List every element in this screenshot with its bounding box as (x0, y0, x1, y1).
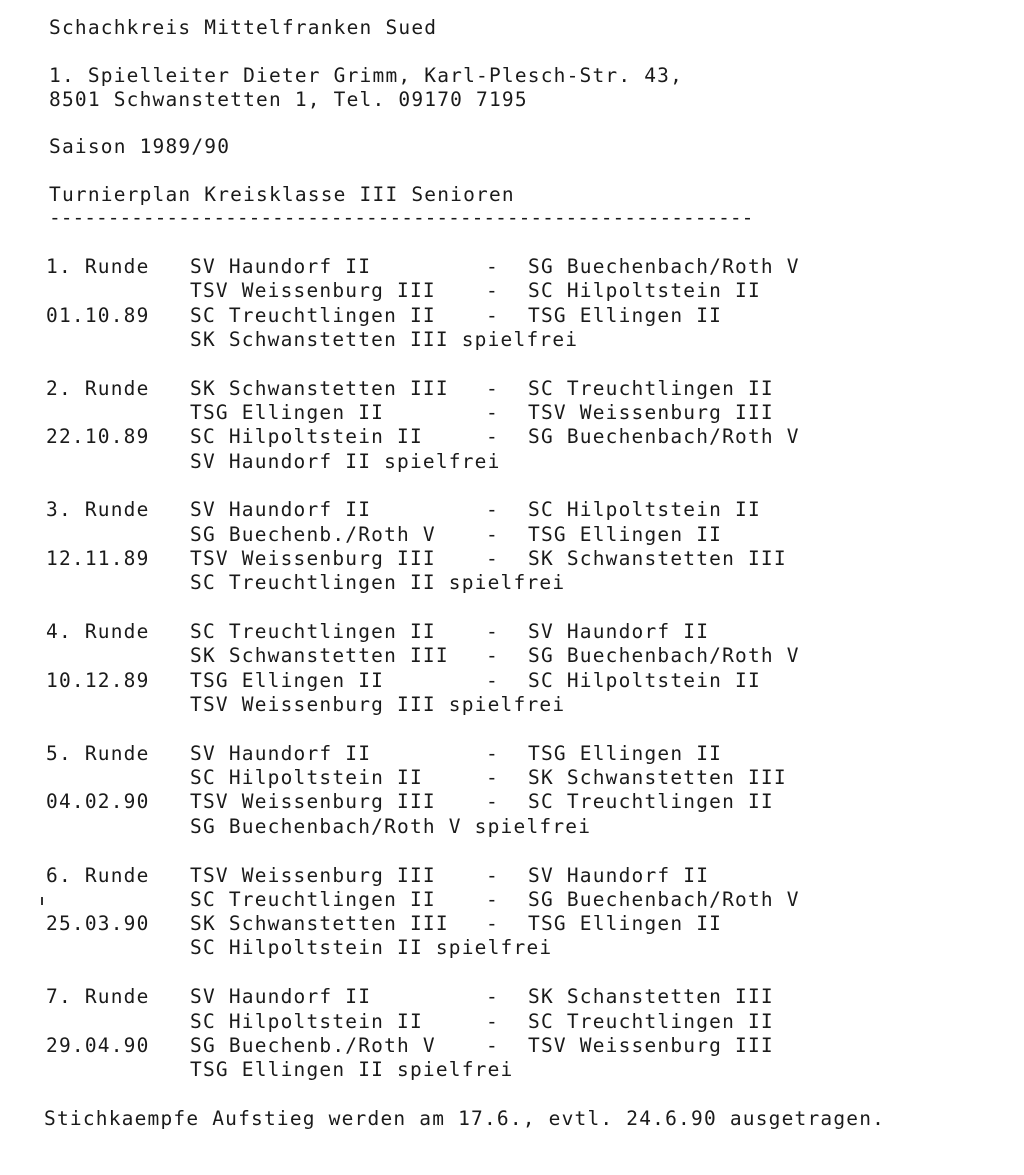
pairing-separator: - (486, 1033, 499, 1057)
pairing-away-team: TSV Weissenburg III (528, 401, 774, 424)
pairing-separator: - (486, 279, 499, 303)
pairing-separator: - (486, 863, 499, 887)
round-date: 12.11.89 (46, 547, 150, 570)
pairing-away-team: SV Haundorf II (528, 620, 710, 644)
pairing-home-team: SC Hilpoltstein II (190, 1009, 423, 1033)
pairing-home-team: SK Schwanstetten III (190, 644, 449, 668)
round-label: 3. Runde (46, 498, 150, 522)
document-title: Turnierplan Kreisklasse III Senioren (49, 183, 515, 206)
pairing-home-team: TSV Weissenburg III (190, 279, 436, 303)
pairing-separator: - (486, 766, 499, 790)
pairing-separator: - (486, 425, 499, 449)
pairing-separator: - (486, 1009, 499, 1033)
pairing-separator: - (486, 376, 499, 400)
pairing-home-team: SV Haundorf II (190, 985, 372, 1009)
pairing-away-team: SK Schwanstetten III (528, 766, 787, 790)
pairing-home-team: TSV Weissenburg III (190, 790, 436, 814)
pairing-away-team: SG Buechenbach/Roth V (528, 644, 800, 668)
round-bye: TSV Weissenburg III spielfrei (190, 693, 566, 716)
pairing-home-team: SC Treuchtlingen II (190, 303, 436, 327)
round-label: 2. Runde (46, 376, 150, 400)
round-date: 25.03.90 (46, 912, 150, 936)
pairing-separator: - (486, 790, 499, 814)
round-label: 4. Runde (46, 620, 150, 644)
pairing-separator: - (486, 668, 499, 692)
pairing-home-team: TSG Ellingen II (190, 668, 385, 692)
pairing-home-team: SC Treuchtlingen II (190, 620, 436, 644)
round-label: 1. Runde (46, 255, 150, 278)
pairing-home-team: SV Haundorf II (190, 498, 372, 522)
round-label: 6. Runde (46, 863, 150, 887)
pairing-separator: - (486, 985, 499, 1009)
pairing-away-team: SC Hilpoltstein II (528, 279, 761, 303)
pairing-away-team: TSG Ellingen II (528, 912, 723, 936)
pairing-home-team: TSG Ellingen II (190, 401, 385, 424)
title-underline: ------------------------------------------------------------ (49, 206, 754, 229)
pairing-home-team: SC Hilpoltstein II (190, 425, 423, 449)
pairing-away-team: SG Buechenbach/Roth V (528, 887, 800, 911)
pairing-home-team: SC Treuchtlingen II (190, 887, 436, 911)
pairing-separator: - (486, 522, 499, 546)
pairing-home-team: SK Schwanstetten III (190, 376, 449, 400)
pairing-home-team: TSV Weissenburg III (190, 547, 436, 570)
pairing-home-team: SG Buechenb./Roth V (190, 1033, 436, 1057)
round-bye: SV Haundorf II spielfrei (190, 449, 501, 473)
pairing-away-team: SC Treuchtlingen II (528, 790, 774, 814)
round-label: 7. Runde (46, 985, 150, 1009)
pairing-home-team: TSV Weissenburg III (190, 863, 436, 887)
round-bye: SC Treuchtlingen II spielfrei (190, 571, 566, 595)
pairing-home-team: SV Haundorf II (190, 255, 372, 278)
pairing-separator: - (486, 741, 499, 765)
round-date: 01.10.89 (46, 303, 150, 327)
pairing-away-team: SC Hilpoltstein II (528, 668, 761, 692)
pairing-home-team: SK Schwanstetten III (190, 912, 449, 936)
pairing-separator: - (486, 498, 499, 522)
pairing-away-team: TSV Weissenburg III (528, 1033, 774, 1057)
scan-mark (41, 897, 43, 905)
round-date: 22.10.89 (46, 425, 150, 449)
contact-address-line-2: 8501 Schwanstetten 1, Tel. 09170 7195 (49, 88, 528, 111)
pairing-away-team: SK Schanstetten III (528, 985, 774, 1009)
pairing-separator: - (486, 912, 499, 936)
pairing-home-team: SC Hilpoltstein II (190, 766, 423, 790)
round-bye: SG Buechenbach/Roth V spielfrei (190, 814, 592, 838)
pairing-away-team: SG Buechenbach/Roth V (528, 255, 800, 278)
pairing-away-team: TSG Ellingen II (528, 303, 723, 327)
pairing-away-team: SG Buechenbach/Roth V (528, 425, 800, 449)
pairing-separator: - (486, 255, 499, 278)
round-bye: SC Hilpoltstein II spielfrei (190, 936, 553, 960)
pairing-separator: - (486, 547, 499, 570)
round-bye: TSG Ellingen II spielfrei (190, 1058, 514, 1082)
round-date: 29.04.90 (46, 1033, 150, 1057)
round-bye: SK Schwanstetten III spielfrei (190, 327, 579, 351)
pairing-separator: - (486, 303, 499, 327)
pairing-away-team: TSG Ellingen II (528, 522, 723, 546)
pairing-separator: - (486, 644, 499, 668)
pairing-separator: - (486, 620, 499, 644)
pairing-away-team: SV Haundorf II (528, 863, 710, 887)
pairing-away-team: SC Treuchtlingen II (528, 376, 774, 400)
contact-address-line-1: 1. Spielleiter Dieter Grimm, Karl-Plesch-Str. 43, (49, 64, 684, 87)
pairing-away-team: SC Treuchtlingen II (528, 1009, 774, 1033)
pairing-home-team: SG Buechenb./Roth V (190, 522, 436, 546)
round-label: 5. Runde (46, 741, 150, 765)
round-date: 04.02.90 (46, 790, 150, 814)
pairing-separator: - (486, 401, 499, 424)
pairing-away-team: SK Schwanstetten III (528, 547, 787, 570)
pairing-away-team: TSG Ellingen II (528, 741, 723, 765)
round-date: 10.12.89 (46, 668, 150, 692)
organization-name: Schachkreis Mittelfranken Sued (49, 16, 438, 39)
pairing-away-team: SC Hilpoltstein II (528, 498, 761, 522)
season-label: Saison 1989/90 (49, 135, 231, 158)
pairing-separator: - (486, 887, 499, 911)
pairing-home-team: SV Haundorf II (190, 741, 372, 765)
footer-note: Stichkaempfe Aufstieg werden am 17.6., evtl. 24.6.90 ausgetragen. (44, 1107, 886, 1130)
